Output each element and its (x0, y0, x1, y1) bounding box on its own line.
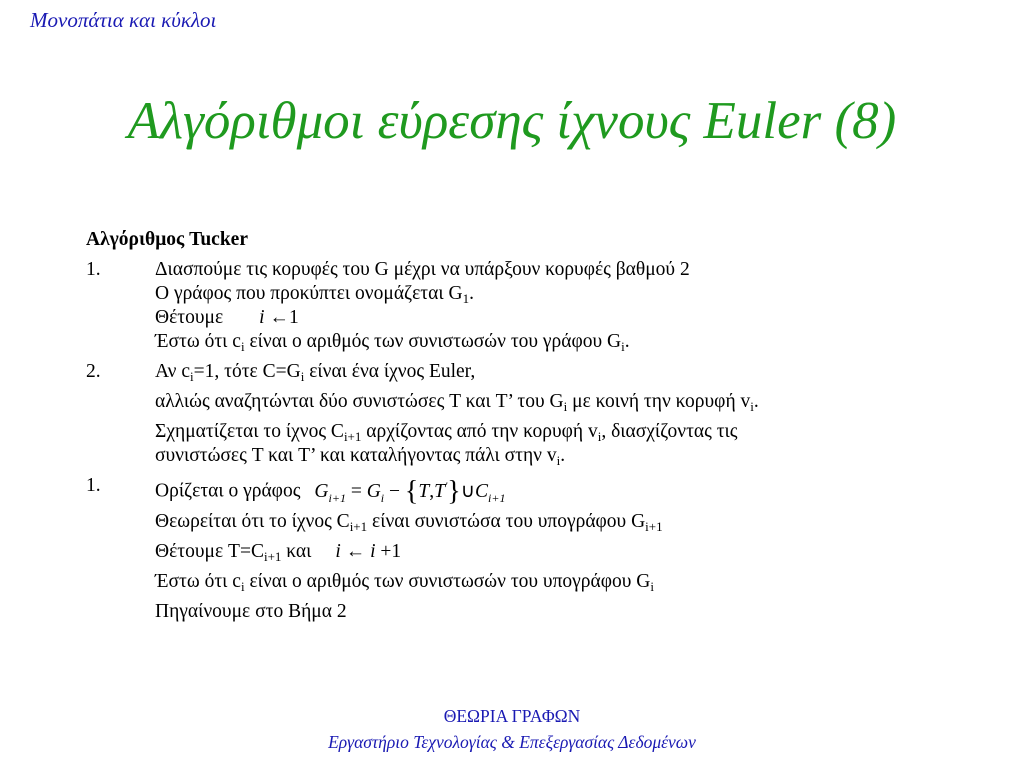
text-line: Θεωρείται ότι το ίχνος $C_{i+1}$ είναι συνιστώσα του υπογράφου $G_{i+1}$ (155, 510, 663, 534)
step-body (155, 258, 986, 354)
step-3 (86, 474, 986, 507)
step-number: 2. (86, 361, 101, 382)
slide-content (86, 228, 986, 630)
slide-title: Αλγόριθμοι εύρεσης ίχνους Euler (8) (127, 92, 897, 150)
slide-header: Μονοπάτια και κύκλοι (30, 8, 217, 32)
step-number: 1. (86, 259, 101, 280)
text-line: Έστω ότι $c_i$ είναι ο αριθμός των συνιστωσών του γράφου $G_i$. (155, 331, 630, 354)
text-line: Θέτουμε i ←1 (155, 307, 299, 328)
footer-title: ΘΕΩΡΙΑ ΓΡΑΦΩΝ (443, 706, 581, 726)
text-line: αλλιώς αναζητώνται δύο συνιστώσες T και T’ του $G_i$ με κοινή την κορυφή $v_i$. (155, 391, 759, 414)
text-line: Πηγαίνουμε στο Βήμα 2 (155, 600, 347, 622)
math-init: i ←1 (259, 307, 299, 328)
text-line: Θέτουμε $T=C_{i+1}$ και i ← i +1 (155, 540, 402, 564)
footer-subtitle: Εργαστήριο Τεχνολογίας & Επεξεργασίας Δεδομένων (328, 732, 696, 752)
step-number: 1. (86, 475, 101, 496)
text-line: Διασπούμε τις κορυφές του G μέχρι να υπάρξουν κορυφές βαθμού 2 (155, 259, 690, 280)
algorithm-heading: Αλγόριθμος Tucker (86, 229, 248, 250)
text-line: Ο γράφος που προκύπτει ονομάζεται $G_1$. (155, 283, 474, 306)
text-line: Έστω ότι $c_i$ είναι ο αριθμός των συνιστωσών του υπογράφου $G_i$ (155, 570, 654, 594)
text-paragraph: Σχηματίζεται το ίχνος $C_{i+1}$ αρχίζοντας από την κορυφή $v_i$, διασχίζοντας τις συνιστώσες T και T’ και καταλήγοντας πάλι στην $v_i$. (155, 421, 738, 468)
step-1 (86, 258, 986, 354)
step-body: Ορίζεται ο γράφος $G_{i+1} = G_i$ − $\{T,T'\}\cup C_{i+1}$ (155, 475, 506, 507)
step-2 (86, 360, 986, 384)
math-increment: i ← i +1 (335, 540, 402, 562)
math-graph-formula: $G_{i+1} = G_i$ − $\{T,T'\}\cup C_{i+1}$ (314, 475, 506, 507)
step-body: Αν $c_i=1$, τότε $C=G_i$ είναι ένα ίχνος Euler, (155, 361, 476, 384)
